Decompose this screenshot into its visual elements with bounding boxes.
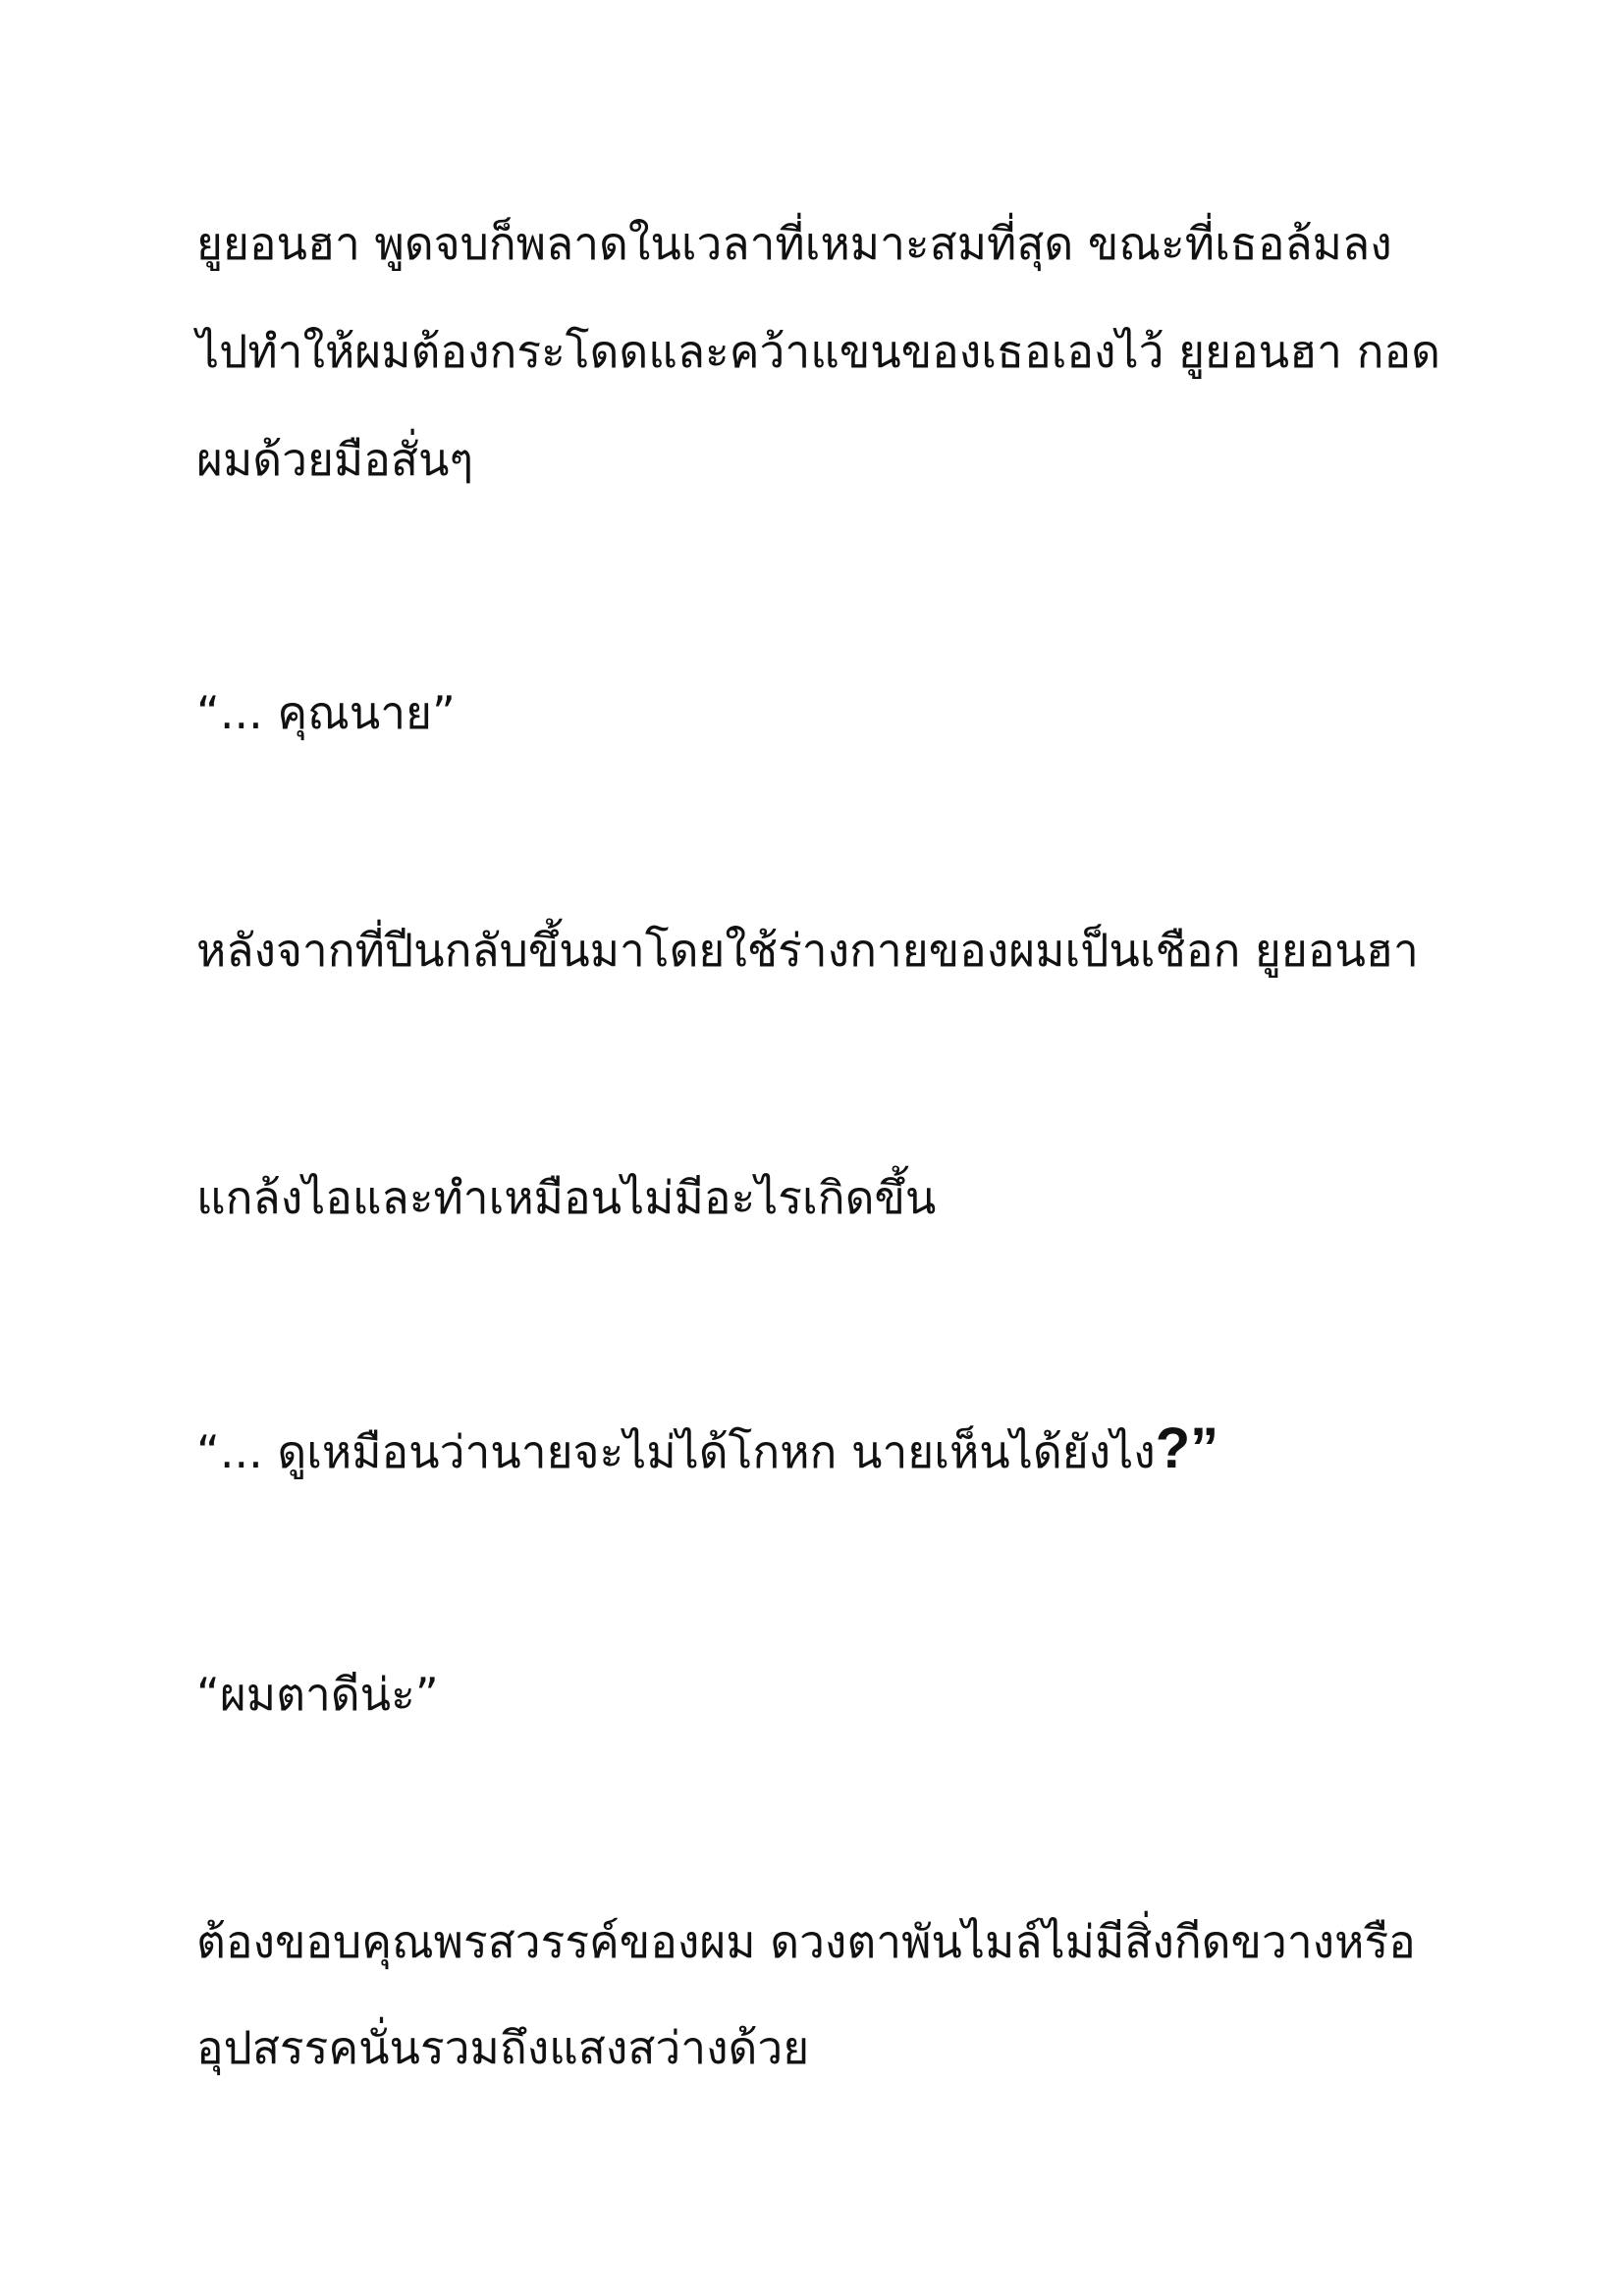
- dialogue-2-ending: ?”: [1155, 1416, 1219, 1480]
- paragraph-3-line-2: อุปสรรคนั่นรวมถึงแสงสว่างด้วย: [196, 2021, 810, 2074]
- paragraph-2-line-2: แกล้งไอและทำเหมือนไม่มีอะไรเกิดขึ้น: [196, 1171, 937, 1224]
- paragraph-1-line-3: ผมด้วยมือสั่นๆ: [196, 433, 474, 486]
- paragraph-2-line-1: หลังจากที่ปีนกลับขึ้นมาโดยใช้ร่างกายของผมเป็นเชือก ยูยอนฮา: [196, 924, 1419, 977]
- dialogue-2: [196, 1416, 1219, 1481]
- dialogue-1: “... คุณนาย”: [196, 686, 456, 739]
- dialogue-3: “ผมตาดีน่ะ”: [196, 1668, 439, 1721]
- dialogue-2-text: “... ดูเหมือนว่านายจะไม่ได้โกหก นายเห็นได้ยังไง: [196, 1425, 1156, 1478]
- paragraph-1-line-2: ไปทำให้ผมต้องกระโดดและคว้าแขนของเธอเองไว้ ยูยอนฮา กอด: [196, 325, 1440, 378]
- paragraph-1-line-1: ยูยอนฮา พูดจบก็พลาดในเวลาที่เหมาะสมที่สุด ขณะที่เธอล้มลง: [196, 217, 1392, 270]
- paragraph-3-line-1: ต้องขอบคุณพรสวรรค์ของผม ดวงตาพันไมล์ไม่มีสิ่งกีดขวางหรือ: [196, 1915, 1416, 1968]
